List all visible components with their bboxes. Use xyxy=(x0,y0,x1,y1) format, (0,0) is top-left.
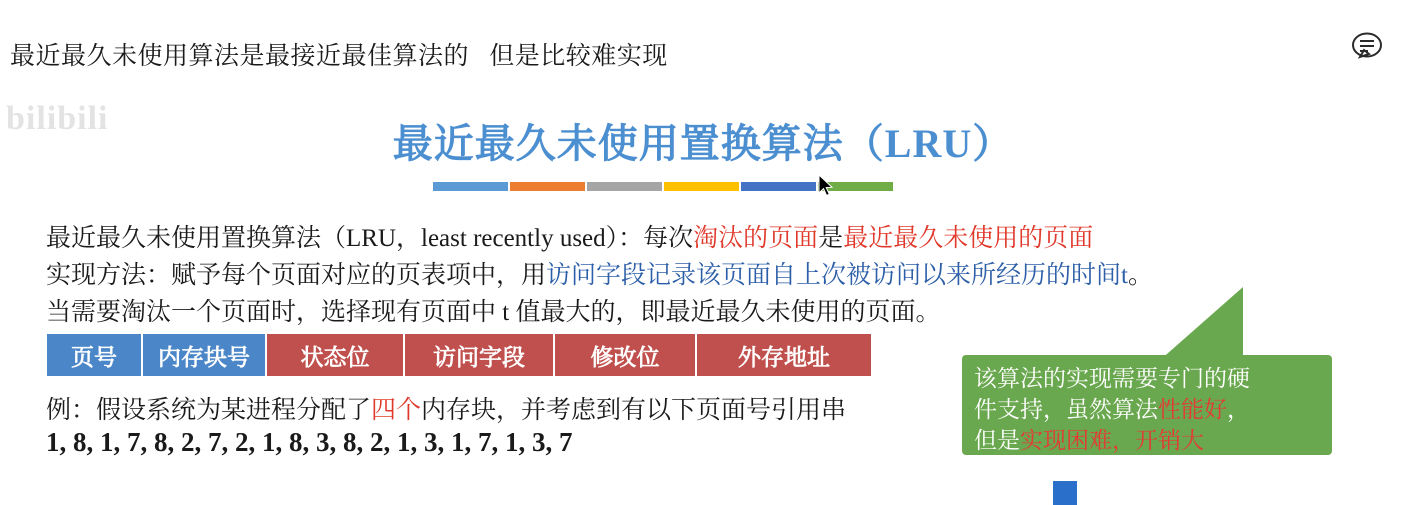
callout-box xyxy=(962,355,1332,455)
example-red: 四个 xyxy=(371,397,422,424)
page-table-entry-row xyxy=(46,333,872,377)
top-annotation-text: 最近最久未使用算法是最接近最佳算法的 但是比较难实现 xyxy=(10,43,668,70)
right-white-margin xyxy=(1334,90,1406,505)
example-description xyxy=(46,390,846,426)
top-annotation-bar xyxy=(0,0,1406,90)
callout-line3-highlight: 实现困难，开销大 xyxy=(1020,428,1204,453)
slide-content xyxy=(0,90,1406,505)
callout-line2-prefix: 件支持，虽然算法 xyxy=(974,397,1158,422)
title-rule-seg-1 xyxy=(433,182,508,191)
table-cell-memory-block: 内存块号 xyxy=(143,334,267,376)
title-rule-seg-2 xyxy=(510,182,585,191)
speech-bubble-icon[interactable] xyxy=(1350,30,1384,64)
callout-pointer-tail xyxy=(1155,285,1245,365)
paragraph-implementation xyxy=(46,260,1153,292)
example-prefix: 例：假设系统为某进程分配了 xyxy=(46,397,372,424)
example-suffix: 内存块，并考虑到有以下页面号引用串 xyxy=(421,397,847,424)
para1-lead: 最近最久未使用置换算法（LRU，least recently used）：每次 xyxy=(46,225,694,252)
mouse-cursor-icon xyxy=(818,174,834,198)
slide-title: 最近最久未使用置换算法（LRU） xyxy=(392,121,1014,166)
para1-mid: 是 xyxy=(818,225,844,252)
table-cell-status-bit: 状态位 xyxy=(267,334,405,376)
para1-red-2: 最近最久未使用的页面 xyxy=(843,225,1094,252)
bilibili-watermark: bilibili xyxy=(6,100,109,137)
callout-line1: 该算法的实现需要专门的硬 xyxy=(974,366,1250,391)
callout-line2-suffix: ， xyxy=(1227,397,1250,422)
title-rule-seg-3 xyxy=(587,182,662,191)
para2-tail: 。 xyxy=(1127,262,1153,289)
table-cell-page-number: 页号 xyxy=(47,334,143,376)
title-rule-seg-5 xyxy=(741,182,816,191)
bottom-blue-marker xyxy=(1053,481,1077,505)
para2-lead: 实现方法：赋予每个页面对应的页表项中，用 xyxy=(46,262,547,289)
callout-line2-highlight: 性能好 xyxy=(1158,397,1227,422)
callout-line3-prefix: 但是 xyxy=(974,428,1020,453)
table-cell-modify-bit: 修改位 xyxy=(555,334,697,376)
table-cell-access-field: 访问字段 xyxy=(405,334,555,376)
para2-blue-1: 访问字段记录该页面自上次被访问以来所经历的时间t xyxy=(546,262,1128,289)
title-rule-seg-4 xyxy=(664,182,739,191)
example-reference-string: 1, 8, 1, 7, 8, 2, 7, 2, 1, 8, 3, 8, 2, 1, 3, 1, 7, 1, 3, 7 xyxy=(46,427,573,457)
paragraph-eviction-rule: 当需要淘汰一个页面时，选择现有页面中 t 值最大的，即最近最久未使用的页面。 xyxy=(46,299,941,326)
para1-red-1: 淘汰的页面 xyxy=(693,225,819,252)
table-cell-external-address: 外存地址 xyxy=(697,334,871,376)
paragraph-definition xyxy=(46,223,1093,255)
